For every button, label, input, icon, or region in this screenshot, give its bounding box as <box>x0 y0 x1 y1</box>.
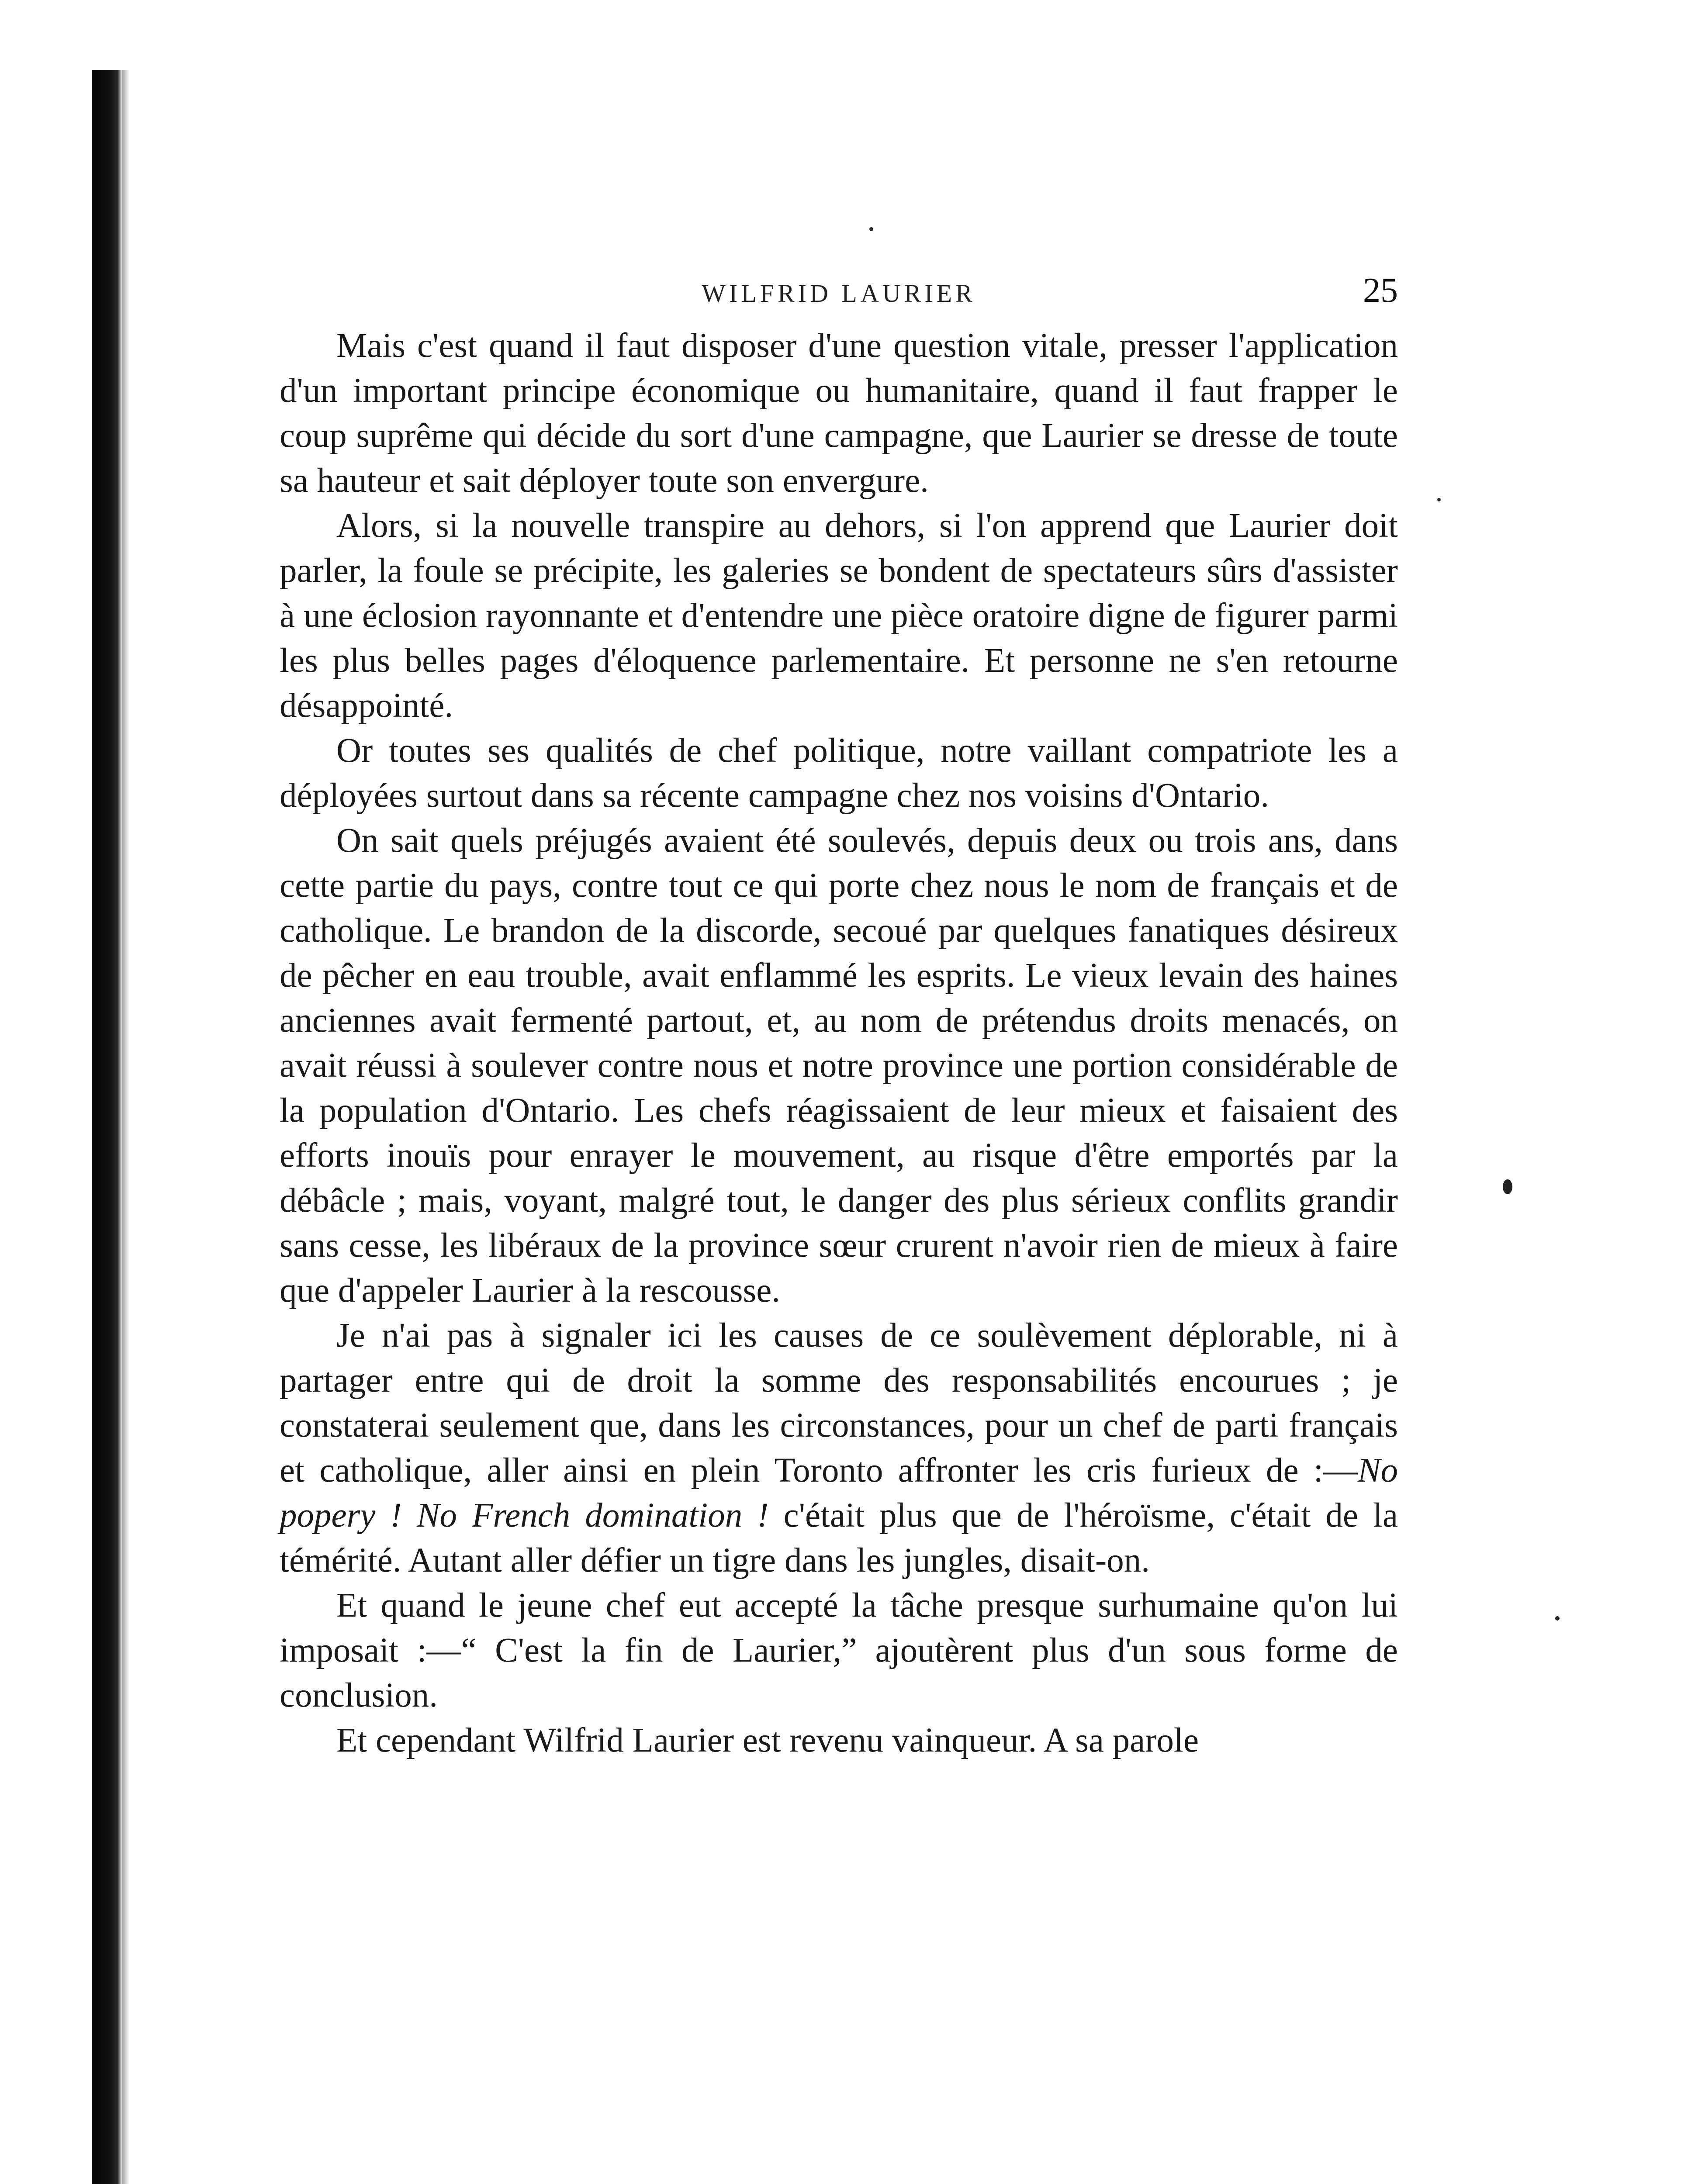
page-number: 25 <box>1363 271 1398 310</box>
body-text <box>280 323 1398 1763</box>
book-page <box>280 271 1398 1763</box>
paragraph: Mais c'est quand il faut disposer d'une question vitale, presser l'application d'un important principe économique ou humanitaire, quand il faut frapper le coup suprême qui décide du sort d'une campagne, que Laurier se dresse de toute sa hauteur et sait déployer toute son envergure. <box>280 327 1398 500</box>
ink-speck <box>1503 1179 1512 1194</box>
paragraph: On sait quels préjugés avaient été soulevés, depuis deux ou trois ans, dans cette partie du pays, contre tout ce qui porte chez nous le nom de français et de catholique. Le brandon de la discorde, secoué par quelques fanatiques désireux de pêcher en eau trouble, avait enflammé les esprits. Le vieux levain des haines anciennes avait fermenté partout, et, au nom de prétendus droits menacés, on avait réussi à soulever contre nous et notre province une portion considérable de la population d'Ontario. Les chefs réagissaient de leur mieux et faisaient des efforts inouïs pour enrayer le mouvement, au risque d'être emportés par la débâcle ; mais, voyant, malgré tout, le danger des plus sérieux conflits grandir sans cesse, les libéraux de la province sœur crurent n'avoir rien de mieux à faire que d'appeler Laurier à la rescousse. <box>280 822 1398 1310</box>
paragraph <box>280 1313 1398 1583</box>
paragraph-text: Je n'ai pas à signaler ici les causes de ce soulèvement déplorable, ni à partager entre qui de droit la somme des responsabilités encourues ; je constaterai seulement que, dans les circonstances, pour un chef de parti français et catholique, aller ainsi en plein Toronto affronter les cris furieux de :— <box>280 1317 1398 1489</box>
scanned-binding-edge <box>92 70 122 2184</box>
paragraph-text: c'était plus que de l'héroïsme, c'était de la témérité. Autant aller défier un tigre dans les jungles, disait-on. <box>280 1496 1398 1579</box>
ink-speck <box>1555 1616 1560 1621</box>
ink-speck <box>1437 498 1441 501</box>
paragraph: Et quand le jeune chef eut accepté la tâche presque surhumaine qu'on lui imposait :—“ C'est la fin de Laurier,” ajoutèrent plus d'un sous forme de conclusion. <box>280 1586 1398 1714</box>
paragraph: Et cependant Wilfrid Laurier est revenu vainqueur. A sa parole <box>336 1721 1199 1759</box>
ink-speck <box>869 227 873 231</box>
running-head <box>280 271 1398 323</box>
italic-quote: No popery ! <box>280 1451 1398 1534</box>
italic-quote: No French domination ! <box>416 1496 769 1534</box>
paragraph: Or toutes ses qualités de chef politique, notre vaillant compatriote les a déployées surtout dans sa récente campagne chez nos voisins d'Ontario. <box>280 732 1398 815</box>
paragraph-text <box>402 1496 417 1534</box>
paragraph: Alors, si la nouvelle transpire au dehors, si l'on apprend que Laurier doit parler, la foule se précipite, les galeries se bondent de spectateurs sûrs d'assister à une éclosion rayonnante et d'entendre une pièce oratoire digne de figurer parmi les plus belles pages d'éloquence parlementaire. Et personne ne s'en retourne désappointé. <box>280 507 1398 725</box>
running-title: WILFRID LAURIER <box>702 279 976 308</box>
